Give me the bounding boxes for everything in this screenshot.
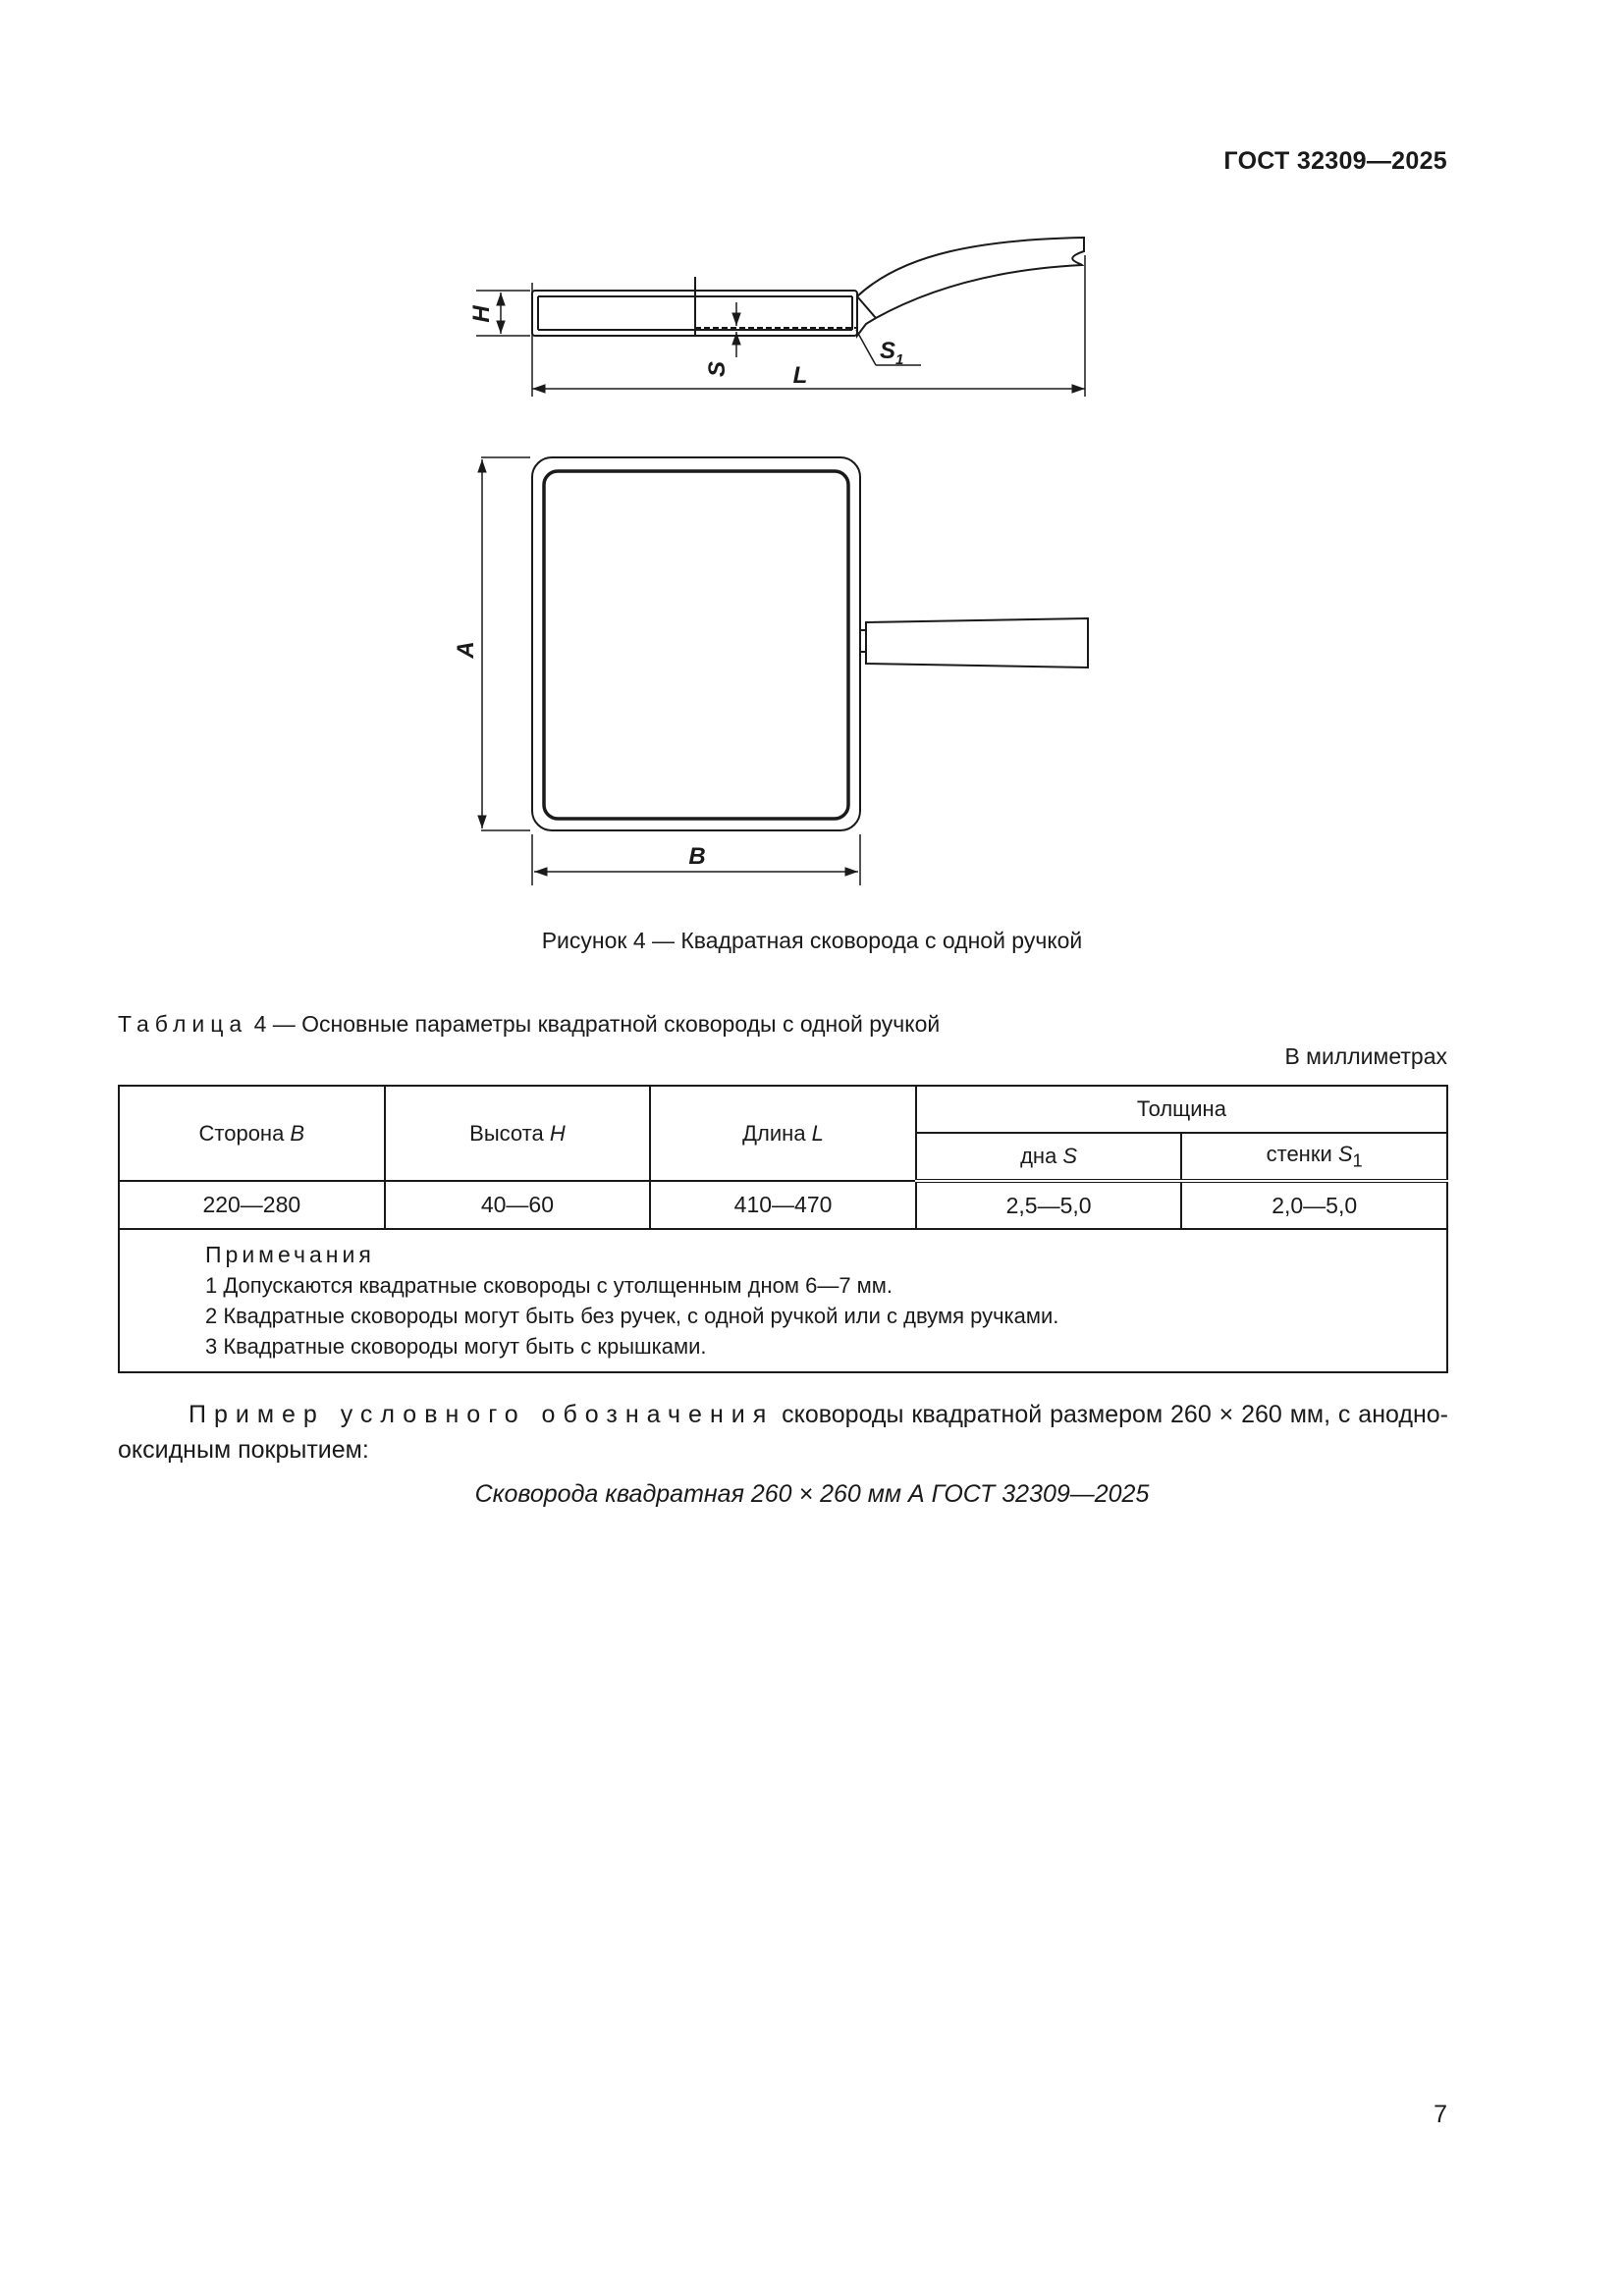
header-side: Сторона B	[119, 1086, 385, 1181]
label-S1: $S_1$	[880, 338, 904, 368]
cell-length: 410—470	[650, 1181, 916, 1229]
note-item: 3 Квадратные сковороды могут быть с крышками.	[205, 1334, 707, 1359]
table-row	[119, 1181, 1447, 1229]
label-S: S	[704, 360, 731, 378]
page-number: 7	[1434, 2101, 1447, 2128]
note-item: 2 Квадратные сковороды могут быть без ручек, с одной ручкой или с двумя ручками.	[205, 1304, 1059, 1328]
header-thickness: Толщина	[916, 1086, 1447, 1133]
note-item: 1 Допускаются квадратные сковороды с утолщенным дном 6—7 мм.	[205, 1273, 893, 1298]
example-paragraph: Пример условного обозначения сковороды квадратной размером 260 × 260 мм, с анодно-оксидным покрытием:	[118, 1401, 1448, 1464]
cell-bottom: 2,5—5,0	[916, 1181, 1182, 1229]
table-title: Таблица 4 — Основные параметры квадратной сковороды с одной ручкой	[118, 1011, 941, 1037]
document-code: ГОСТ 32309—2025	[1223, 147, 1447, 175]
label-B: B	[688, 843, 706, 870]
header-wall: стенки $S_1$	[1181, 1133, 1447, 1181]
header-bottom: дна S	[916, 1133, 1182, 1181]
header-height: Высота H	[385, 1086, 651, 1181]
notes-title: Примечания	[205, 1242, 375, 1267]
example-designation: Сковорода квадратная 260 × 260 мм А ГОСТ 32309—2025	[474, 1480, 1150, 1508]
cell-height: 40—60	[385, 1181, 651, 1229]
header-length: Длина L	[650, 1086, 916, 1181]
parameters-table	[118, 1085, 1448, 1373]
label-H: H	[468, 305, 495, 323]
label-L: L	[792, 362, 808, 389]
units-note: В миллиметрах	[1284, 1043, 1447, 1069]
cell-side: 220—280	[119, 1181, 385, 1229]
side-view	[476, 238, 1085, 397]
label-A: A	[453, 641, 479, 659]
figure-caption: Рисунок 4 — Квадратная сковорода с одной ручкой	[541, 928, 1083, 953]
pan-drawing	[432, 226, 1119, 913]
cell-wall: 2,0—5,0	[1181, 1181, 1447, 1229]
notes	[119, 1229, 1447, 1372]
top-view	[481, 457, 1088, 885]
